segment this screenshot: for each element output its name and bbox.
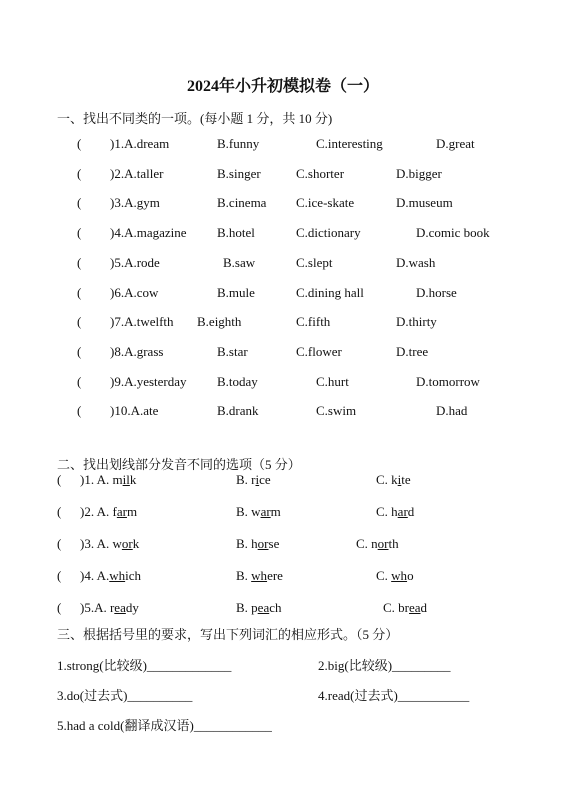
- option-d: D.great: [436, 136, 475, 151]
- option-b: [236, 600, 282, 616]
- answer-blank[interactable]: (: [77, 403, 82, 419]
- option-c: C.hurt: [316, 373, 349, 389]
- option-c: C.slept: [296, 254, 333, 270]
- fill-item[interactable]: 4.read(过去式)___________: [318, 688, 470, 703]
- underlined-letters: or: [377, 536, 389, 551]
- option-suffix: ere: [267, 568, 283, 583]
- option-b: B.eighth: [197, 314, 242, 330]
- option-c: C.dictionary: [296, 225, 361, 241]
- option-suffix: th: [388, 536, 399, 551]
- option-prefix: B. w: [236, 504, 261, 519]
- option-suffix: m: [270, 504, 281, 519]
- answer-blank[interactable]: (: [57, 568, 62, 583]
- option-suffix: ch: [269, 600, 282, 615]
- underlined-letters: i: [255, 472, 260, 487]
- section2-heading: 二、找出划线部分发音不同的选项（5 分）: [57, 457, 301, 472]
- option-c: C.ice-skate: [296, 195, 355, 211]
- fill-item[interactable]: 3.do(过去式)__________: [57, 688, 193, 703]
- option-a: )3.A.gym: [110, 195, 160, 211]
- option-c: C.swim: [316, 403, 357, 419]
- option-suffix: m: [126, 504, 138, 519]
- fill-item[interactable]: 5.had a cold(翻译成汉语)____________: [57, 718, 272, 733]
- option-suffix: ich: [125, 568, 142, 583]
- section3-heading: 三、根据括号里的要求，写出下列词汇的相应形式。（5 分）: [57, 627, 399, 642]
- option-b: B.hotel: [217, 225, 255, 241]
- answer-blank[interactable]: (: [77, 343, 82, 359]
- underlined-letters: il: [122, 472, 130, 487]
- option-a: [80, 600, 139, 616]
- underlined-letters: ea: [114, 600, 126, 615]
- option-prefix: )4. A.: [80, 568, 110, 583]
- answer-blank[interactable]: (: [57, 600, 62, 615]
- option-c: [376, 504, 414, 520]
- option-c: C.shorter: [296, 165, 345, 181]
- option-prefix: B. r: [236, 472, 256, 487]
- underlined-letters: ar: [397, 504, 408, 519]
- option-a: [80, 472, 136, 488]
- option-b: [236, 536, 279, 552]
- option-suffix: d: [420, 600, 428, 615]
- fill-item[interactable]: 2.big(比较级)_________: [318, 658, 451, 673]
- option-suffix: dy: [125, 600, 139, 615]
- option-d: D.tree: [396, 343, 429, 359]
- option-b: [236, 504, 281, 520]
- answer-blank[interactable]: (: [57, 504, 62, 519]
- option-b: B.singer: [217, 165, 261, 181]
- option-suffix: se: [268, 536, 280, 551]
- option-a: )4.A.magazine: [110, 225, 187, 241]
- option-b: B.star: [217, 343, 248, 359]
- answer-blank[interactable]: (: [57, 472, 62, 487]
- option-a: [80, 504, 137, 520]
- option-c: C.interesting: [316, 136, 383, 151]
- option-d: D.museum: [396, 195, 453, 211]
- underlined-letters: wh: [391, 568, 408, 583]
- option-suffix: k: [132, 536, 140, 551]
- answer-blank[interactable]: (: [77, 314, 82, 330]
- option-prefix: C. k: [376, 472, 398, 487]
- option-d: D.horse: [416, 284, 457, 300]
- option-c: C.fifth: [296, 314, 331, 330]
- option-a: )10.A.ate: [110, 403, 159, 419]
- option-suffix: k: [129, 472, 137, 487]
- answer-blank[interactable]: (: [77, 254, 82, 270]
- option-b: B.saw: [223, 254, 256, 270]
- option-suffix: d: [407, 504, 415, 519]
- underlined-letters: ar: [260, 504, 271, 519]
- option-b: B.cinema: [217, 195, 267, 211]
- option-prefix: C. h: [376, 504, 398, 519]
- answer-blank[interactable]: (: [77, 195, 82, 211]
- option-prefix: C. n: [356, 536, 378, 551]
- option-c: [376, 472, 411, 488]
- option-a: )8.A.grass: [110, 343, 164, 359]
- option-b: [236, 568, 283, 584]
- option-b: B.drank: [217, 403, 259, 419]
- option-a: )2.A.taller: [110, 165, 164, 181]
- option-c: C.flower: [296, 343, 342, 359]
- answer-blank[interactable]: (: [77, 165, 82, 181]
- option-d: D.bigger: [396, 165, 442, 181]
- option-prefix: C.: [376, 568, 392, 583]
- option-b: B.today: [217, 373, 258, 389]
- option-a: [80, 568, 141, 584]
- underlined-letters: ea: [257, 600, 270, 615]
- answer-blank[interactable]: (: [77, 225, 82, 241]
- page-title: 2024年小升初模拟卷（一）: [186, 78, 379, 95]
- option-a: )1.A.dream: [110, 136, 170, 151]
- underlined-letters: wh: [109, 568, 126, 583]
- underlined-letters: i: [397, 472, 402, 487]
- option-prefix: )3. A. w: [80, 536, 122, 551]
- option-suffix: o: [407, 568, 414, 583]
- option-prefix: B. h: [236, 536, 258, 551]
- option-c: C.dining hall: [296, 284, 364, 300]
- option-a: )9.A.yesterday: [110, 373, 187, 389]
- option-a: )7.A.twelfth: [110, 314, 174, 330]
- option-a: [80, 536, 139, 552]
- option-prefix: )2. A. f: [80, 504, 117, 519]
- underlined-letters: or: [257, 536, 269, 551]
- option-prefix: B. p: [236, 600, 258, 615]
- option-c: [376, 568, 414, 584]
- option-b: B.mule: [217, 284, 255, 300]
- option-b: [236, 472, 271, 488]
- underlined-letters: ea: [409, 600, 421, 615]
- fill-item[interactable]: 1.strong(比较级)_____________: [57, 658, 232, 673]
- underlined-letters: or: [121, 536, 133, 551]
- option-suffix: te: [401, 472, 411, 487]
- underlined-letters: ar: [116, 504, 127, 519]
- option-c: [383, 600, 427, 616]
- underlined-letters: wh: [251, 568, 268, 583]
- option-prefix: )5.A. r: [80, 600, 115, 615]
- section1-heading: 一、找出不同类的一项。(每小题 1 分，共 10 分): [57, 111, 333, 126]
- option-d: D.tomorrow: [416, 373, 480, 389]
- option-prefix: C. br: [383, 600, 409, 615]
- answer-blank[interactable]: (: [57, 536, 62, 551]
- option-suffix: ce: [259, 472, 271, 487]
- option-c: [356, 536, 399, 552]
- option-a: )5.A.rode: [110, 254, 160, 270]
- answer-blank[interactable]: (: [77, 284, 82, 300]
- answer-blank[interactable]: (: [77, 373, 82, 389]
- option-a: )6.A.cow: [110, 284, 159, 300]
- option-d: D.had: [436, 403, 468, 419]
- option-d: D.comic book: [416, 225, 490, 241]
- option-b: B.funny: [217, 136, 260, 151]
- option-d: D.wash: [396, 254, 436, 270]
- option-prefix: B.: [236, 568, 252, 583]
- option-prefix: )1. A. m: [80, 472, 123, 487]
- answer-blank[interactable]: (: [77, 136, 82, 151]
- option-d: D.thirty: [396, 314, 437, 330]
